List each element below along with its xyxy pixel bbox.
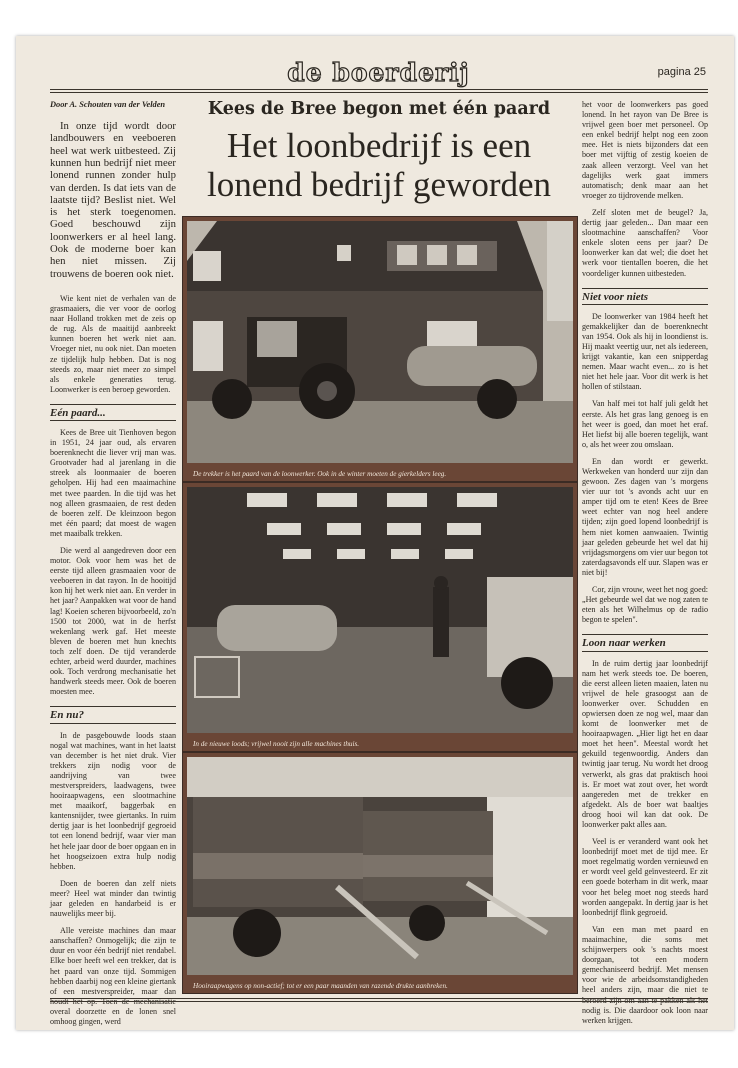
page-number: pagina 25 bbox=[657, 66, 706, 78]
paragraph: In de pasgebouwde loods staan nogal wat machines, want in het laatst van december is het niet druk. Vier trekkers zijn nodig voor de aandrijving van twee mestverspreiders, laadwagens, twee hooiraapwagens, een slootmachine met maaikorf, baggerbak en kantensnijder, twee giertanks. In ruim dertig jaar is het loonbedrijf gegroeid tot een lonend bedrijf, waar vier man het hele jaar door de boer opgaan en in het hoogseizoen extra hulp nodig hebben. bbox=[50, 730, 176, 871]
photo-tractor bbox=[182, 216, 578, 482]
lead-paragraph: In onze tijd wordt door landbouwers en veeboeren heel wat werk uitbesteed. Zij kunnen hun bedrijf niet meer lonend runnen zonder hulp van derden. Is dat iets van de laatste tijd? Beslist niet. Wel is het sterk toegenomen. Goed beschouwd zijn loonwerkers er al heel lang. Ook de moderne boer kan hen niet missen. Zij trouwens de boeren ook niet. bbox=[50, 120, 176, 280]
paragraph: Doen de boeren dan zelf niets meer? Heel wat minder dan twintig jaar geleden en handarbeid is er nauwelijks meer bij. bbox=[50, 878, 176, 919]
subheading: Loon naar werken bbox=[582, 634, 708, 651]
text-column-right bbox=[582, 100, 708, 1025]
photo-shed-image bbox=[187, 487, 573, 733]
paragraph: Cor, zijn vrouw, weet het nog goed: „Het gebeurde wel dat we nog zaten te eten als het Wilhelmus op de radio begon te spelen". bbox=[582, 585, 708, 625]
byline: Door A. Schouten van der Velden bbox=[50, 100, 166, 109]
photo-hay-wagons bbox=[182, 752, 578, 994]
paragraph: In de ruim dertig jaar loonbedrijf nam het werk steeds toe. De boeren, die eerst alleen lieten maaien, laten nu vrijwel de hele grasoogst aan de loonwerker over. Schudden en opwiersen doen ze nog wel, maar dan komt de loonwerker met de hooiraapwagen. „Hier ligt het en daar moet het heen". Meestal wordt het gekuild tegenwoordig. Anders dan twintig jaar terug. Nu wordt het droog verwerkt, als gras dat praktisch hooi is. Er moet wat zout over, het wordt aangereden met de trekker en afgedekt. Als de boer wat baaltjes droog hooi wil kan dat ook. De loonwerker pakt alles aan. bbox=[582, 658, 708, 829]
headline-line-1: Het loonbedrijf is een bbox=[226, 126, 532, 165]
photo-shed bbox=[182, 482, 578, 752]
masthead-rule bbox=[50, 89, 708, 90]
article-kicker: Kees de Bree begon met één paard bbox=[207, 99, 551, 119]
paragraph: Zelf sloten met de beugel? Ja, dertig jaar geleden... Dan maar een slootmachine aanschaffen? Voor enkele sloten eens per jaar? De loonwerker kan dat wel; die doet het werk voor tientallen boeren, die het voordeliger kunnen uitbesteden. bbox=[582, 207, 708, 278]
paragraph: De loonwerker van 1984 heeft het gemakkelijker dan de boerenknecht van 1954. Ook als hij in loondienst is. Hij maakt veertig uur, net als iedereen, krijgt vakantie, kan een snipperdag nemen. Maar wacht even... zo is het niet het hele jaar. Voor dit werk is het hollen of stilstaan. bbox=[582, 311, 708, 392]
masthead bbox=[16, 54, 734, 88]
subheading: En nu? bbox=[50, 706, 176, 723]
paragraph: En dan wordt er gewerkt. Werkweken van honderd uur zijn dan gewoon. Zes dagen van 's morgens vier uur tot 's avonds acht uur en amper tijd om te eten! Kees de Bree weet echter van nog heel andere tijden; zijn goed lopend loonbedrijf is hem niet komen aanwaaien. Twintig jaar geleden gebeurde het wel dat hij vrijdagsmorgens om vier uur begon tot zaterdagsavonds elf uur. Slapen was er niet bij! bbox=[582, 456, 708, 577]
article-headline bbox=[182, 126, 576, 204]
headline-line-2: lonend bedrijf geworden bbox=[206, 165, 552, 204]
photo-tractor-image bbox=[187, 221, 573, 463]
photo-hay-wagons-image bbox=[187, 757, 573, 975]
photo-shed-caption: In de nieuwe loods; vrijwel nooit zijn alle machines thuis. bbox=[193, 740, 360, 748]
subheading: Niet voor niets bbox=[582, 288, 708, 305]
paragraph: Van half mei tot half juli geldt het eerste. Als het gras lang genoeg is en het weer is goed, dan moet het eraf. Het liefst bij alle boeren tegelijk, want o, als het weer zou omslaan. bbox=[582, 399, 708, 449]
paragraph: Kees de Bree uit Tienhoven begon in 1951, 24 jaar oud, als ervaren boerenknecht die liever vrij man was. Grootvader had al jarenlang in die streek als loonmaaier de boeren geholpen. Hij had een maaimachine met twee paarden. In die tijd was het nog alleen grasmaaien, de rest deden de boeren zelf. De kleinzoon begon met één paard; dat moest de wagen met maaibalk trekken. bbox=[50, 427, 176, 538]
masthead-title: de boerderij bbox=[287, 58, 470, 87]
subheading: Eén paard... bbox=[50, 404, 176, 421]
photo-hay-wagons-caption: Hooiraapwagens op non-actief; tot er een paar maanden van razende drukte aanbreken. bbox=[193, 982, 448, 990]
paragraph: Veel is er veranderd want ook het loonbedrijf moet met de tijd mee. Er moet regelmatig worden vernieuwd en er wordt veel geld geïnvesteerd. Er zit een goede boterham in dit werk, maar voor het beleg moet nog steeds hard worden aangepakt. In dertig jaar is het loonbedrijf flink gegroeid. bbox=[582, 837, 708, 917]
photo-tractor-caption: De trekker is het paard van de loonwerker. Ook in de winter moeten de gierkelders leeg. bbox=[193, 470, 447, 478]
paragraph: Van een man met paard en maaimachine, die soms met schijnwerpers ook 's nachts moest doorgaan, tot een modern gemechaniseerd bedrijf. Met mensen voor wie de arbeidsomstandigheden heel anders zijn, maar die niet te beroerd zijn om aan te pakken als het nodig is. Die daardoor ook loon naar werken krijgen. bbox=[582, 924, 708, 1025]
footer-rule-2 bbox=[50, 1001, 708, 1002]
newspaper-page bbox=[16, 36, 734, 1030]
paragraph: het voor de loonwerkers pas goed lonend. In het rayon van De Bree is vrijwel geen boer met personeel. Op een enkel bedrijf helpt nog een zoon mee. Het is niets bijzonders dat een boer met vijftig of zestig koeien de zaak alleen verzorgt. Veel van het dagelijks werk gaat immers automatisch; denk maar aan het vroeger zo tijdrovende melken. bbox=[582, 100, 708, 200]
paragraph: Alle vereiste machines dan maar aanschaffen? Onmogelijk; die zijn te duur en voor één bedrijf niet rendabel. Elke boer heeft wel een trekker, dat is het paard van onze tijd. Sommigen hebben daarbij nog een kleine giertank of een mestverspreider, maar dan houdt het op. Toen de mechanisatie overal doorzette en de lonen snel omhoog gingen, werd bbox=[50, 926, 176, 1027]
paragraph: Die werd al aangedreven door een motor. Ook voor hem was het de eerste tijd alleen grasmaaien voor de veeboeren in dat rayon. In de hooitijd kon hij het werk niet aan. En verder in het jaar? Aanpakken wat voor de hand lag! Koeien scheren bijvoorbeeld, zo'n 1500 tot 2000, wat in de herfst wekenlang werk gaf. Het meeste bleven de boeren met hun knechts toch zelf doen. De tijd veranderde echter, arbeid werd duurder, machines ook. Toch verdrong mechanisatie het handwerk steeds meer. Ook de boeren moesten mee. bbox=[50, 546, 176, 697]
masthead-rule-2 bbox=[50, 92, 708, 93]
paragraph: Wie kent niet de verhalen van de grasmaaiers, die ver voor de oorlog naar Holland trokken met de zeis op de rug. Als de maaitijd aanbreekt kunnen boeren het werk niet aan. Vroeger niet, nu ook niet. Dan moeten ze tijdelijk hulp hebben. Dat is nog steeds zo, maar niet meer zo simpel als enkele generaties terug. Loonwerker is een beroep geworden. bbox=[50, 293, 176, 394]
text-column-left bbox=[50, 100, 176, 1027]
footer-rule bbox=[50, 998, 708, 999]
